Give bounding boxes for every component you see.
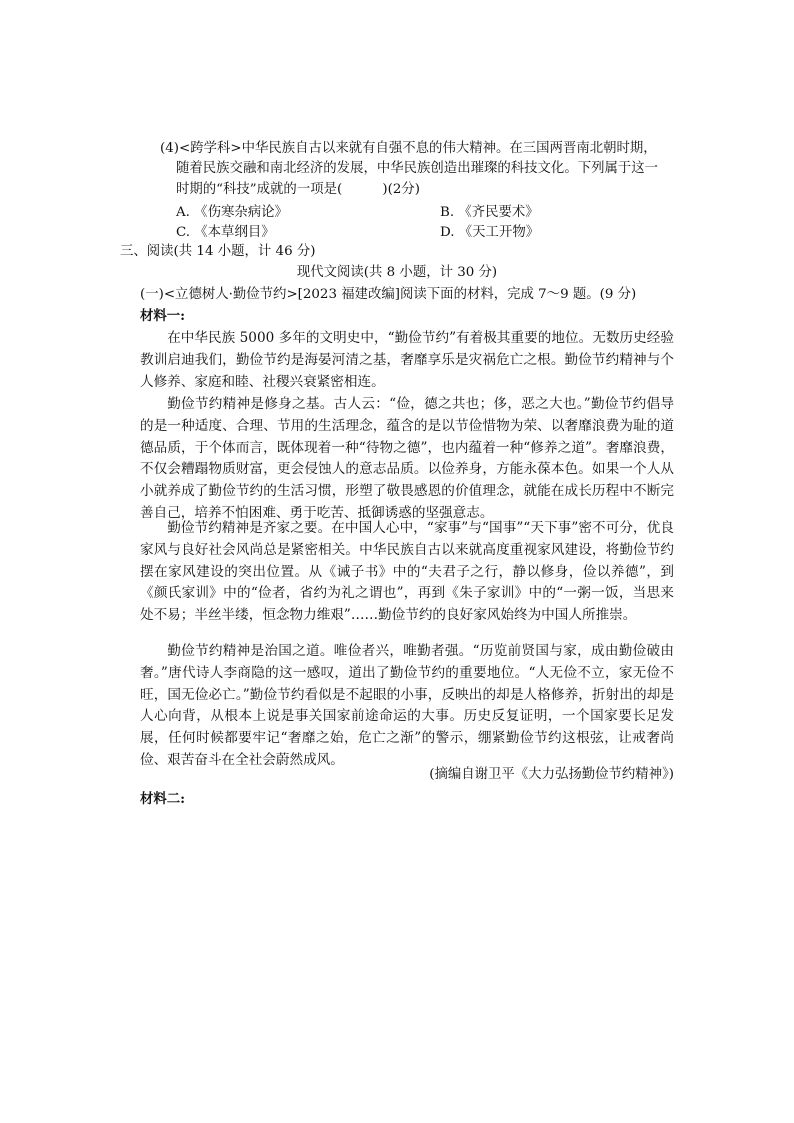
material-1-paragraph-3: 勤俭节约精神是齐家之要。在中国人心中，“家事”与“国事”“天下事”密不可分，优良家风与良好社会风尚总是紧密相关。中华民族自古以来就高度重视家风建设，将勤俭节约摆在家风建设的突出位置。从《诫子书》中的“夫君子之行，静以修身，俭以养德”，到《颜氏家训》中的“俭者，省约为礼之谓也”，再到《朱子家训》中的“一粥一饭，当思来处不易；半丝半缕，恒念物力维艰”……勤俭节约的良好家风始终为中国人所推崇。 <box>140 520 674 624</box>
material-2-label: 材料二: <box>140 791 186 807</box>
material-1-paragraph-4: 勤俭节约精神是治国之道。唯俭者兴，唯勤者强。“历览前贤国与家，成由勤俭破由奢。”唐代诗人李商隐的这一感叹，道出了勤俭节约的重要地位。“人无俭不立，家无俭不旺，国无俭必亡。”勤俭节约看似是不起眼的小事，反映出的却是人格修养，折射出的却是人心向背，从根本上说是事关国家前途命运的大事。历史反复证明，一个国家要长足发展，任何时候都要牢记“奢靡之始，危亡之渐”的警示，绷紧勤俭节约这根弦，让戒奢尚俭、艰苦奋斗在全社会蔚然成风。 <box>140 643 674 768</box>
question-4-line-1: (4)<跨学科>中华民族自古以来就有自强不息的伟大精神。在三国两晋南北朝时期， <box>160 141 657 156</box>
passage-intro: (一)<立德树人·勤俭节约>[2023 福建改编]阅读下面的材料，完成 7～9 题。(9 分) <box>140 287 637 302</box>
option-b: B. 《齐民要术》 <box>440 205 539 220</box>
option-d: D. 《天工开物》 <box>440 225 540 240</box>
question-4-line-2: 随着民族交融和南北经济的发展，中华民族创造出璀璨的科技文化。下列属于这一 <box>176 161 659 176</box>
section-subtitle: 现代文阅读(共 8 小题，计 30 分) <box>296 265 498 280</box>
option-a: A. 《伤寒杂病论》 <box>176 205 288 220</box>
option-c: C. 《本草纲目》 <box>176 225 275 240</box>
material-1-label: 材料一: <box>140 308 186 324</box>
section-title: 三、阅读(共 14 小题，计 46 分) <box>120 244 316 259</box>
question-4-line-3: 时期的“科技”成就的一项是( )(2分) <box>176 182 420 197</box>
material-1-paragraph-1: 在中华民族 5000 多年的文明史中，“勤俭节约”有着极其重要的地位。无数历史经验教训启迪我们，勤俭节约是海晏河清之基，奢靡享乐是灾祸危亡之根。勤俭节约精神与个人修养、家庭和睦、社稷兴衰紧密相连。 <box>140 330 674 390</box>
material-1-source: (摘编自谢卫平《大力弘扬勤俭节约精神》) <box>429 767 674 782</box>
material-1-paragraph-2: 勤俭节约精神是修身之基。古人云：“俭，德之共也；侈，恶之大也。”勤俭节约倡导的是一种适度、合理、节用的生活理念，蕴含的是以节俭惜物为荣、以奢靡浪费为耻的道德品质，于个体而言，既体现着一种“待物之德”，也内蕴着一种“修养之道”。奢靡浪费，不仅会糟蹋物质财富，更会侵蚀人的意志品质。以俭养身，方能永葆本色。如果一个人从小就养成了勤俭节约的生活习惯，形塑了敬畏感恩的价值理念，就能在成长历程中不断完善自己，培养不怕困难、勇于吃苦、抵御诱惑的坚强意志。 <box>140 396 674 521</box>
